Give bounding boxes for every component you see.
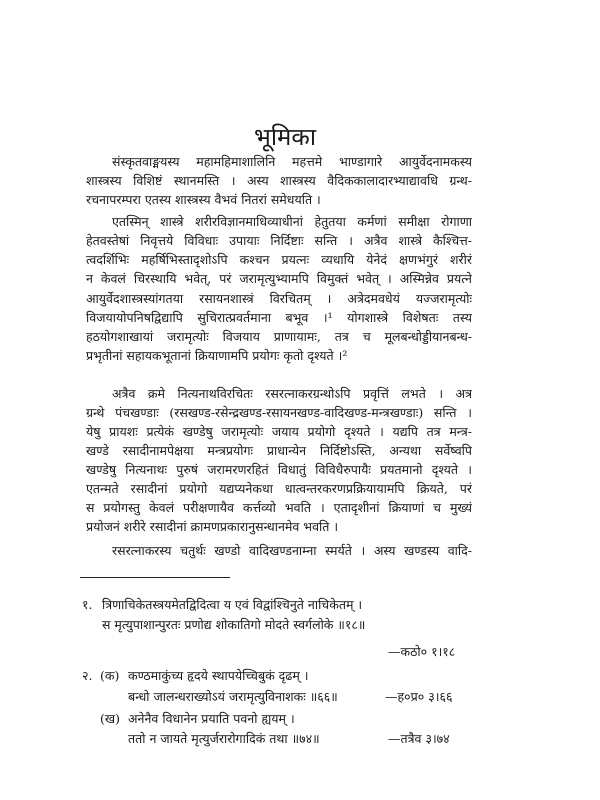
footnote-source: —तत्रैव ३।७४ xyxy=(388,731,450,746)
body-line: त्वदर्शिभिः महर्षिभिस्तादृशोऽपि कश्चन प्रयत्नः व्यधायि येनेदं क्षणभंगुरं शरीरं xyxy=(86,252,472,267)
body-line: येषु प्रायशः प्रत्येकं खण्डेषु जरामृत्योः जयाय प्रयोगो दृश्यते । यद्यपि तत्र मन्त्र- xyxy=(86,424,472,439)
body-line: स प्रयोगस्तु केवलं परीक्षणायैव कर्त्तव्यो भवति । एतादृशीनां क्रियाणां च मुख्यं xyxy=(86,500,472,515)
body-line: शास्त्रस्य विशिष्टं स्थानमस्ति । अस्य शास्त्रस्य वैदिककालादारभ्याद्यावधि ग्रन्थ- xyxy=(86,173,472,188)
body-line: खण्डेषु नित्यनाथः पुरुषं जरामरणरहितं विधातुं विविधैरुपायैः प्रयतमानो दृश्यते । xyxy=(86,462,472,477)
body-line: हेतवस्तेषां निवृत्तये विविधाः उपायाः निर्दिष्टाः सन्ति । अत्रैव शास्त्रे कैश्चित्त- xyxy=(86,233,472,248)
body-line: एतन्मते रसादीनां प्रयोगो यद्यप्यनेकधा धात्वन्तरकरणप्रक्रियायामपि क्रियते, परं xyxy=(86,481,472,496)
body-line: रचनापरम्परा एतस्य शास्त्रस्य वैभवं नितरां समेधयति । xyxy=(86,192,321,207)
footnote-number: २. xyxy=(82,668,93,683)
footnote-line: कण्ठमाकुंच्य हृदये स्थापयेच्चिबुकं दृढम् । xyxy=(128,668,309,683)
footnote-line: अनेनैव विधानेन प्रयाति पवनो ह्ययम् । xyxy=(128,711,295,726)
body-line: विजयायोपनिषद्विद्यापि सुचिरात्प्रवर्तमाना बभूव ।¹ योगशास्त्रे विशेषतः तस्य xyxy=(86,310,472,325)
footnote-source: —कठो० १।१८ xyxy=(388,644,456,659)
footnote-line: बन्धो जालन्धराख्योऽयं जरामृत्युविनाशकः ॥६६॥ xyxy=(128,689,338,704)
footnote-number: १. xyxy=(82,597,93,612)
body-line: खण्डे रसादीनामपेक्षया मन्त्रप्रयोगः प्राधान्येन निर्दिष्टोऽस्ति, अन्यथा सर्वेष्वपि xyxy=(86,443,472,458)
body-line: संस्कृतवाङ्मयस्य महामहिमाशालिनि महत्तमे भाण्डागारे आयुर्वेदनामकस्य xyxy=(112,154,472,169)
footnote-line: स मृत्युपाशान्पुरतः प्रणोद्य शोकातिगो मोदते स्वर्गलोके ॥१८॥ xyxy=(102,617,366,632)
footnote-line: ततो न जायते मृत्युर्जरारोगादिकं तथा ॥७४॥ xyxy=(128,731,320,746)
page-title: भूमिका xyxy=(253,123,317,151)
body-line: प्रभृतीनां सहायकभूतानां क्रियाणामपि प्रयोगः कृतो दृश्यते ।² xyxy=(86,348,348,363)
body-line: ग्रन्थे पंचखण्डाः (रसखण्ड-रसेन्द्रखण्ड-रसायनखण्ड-वादिखण्ड-मन्त्रखण्डाः) सन्ति । xyxy=(86,405,472,420)
body-line: न केवलं चिरस्थायि भवेत्, परं जरामृत्युभ्यामपि विमुक्तं भवेत् । अस्मिन्नेव प्रयत्ने xyxy=(86,271,472,286)
footnote-mark: (क) xyxy=(100,668,120,683)
body-line: एतस्मिन् शास्त्रे शरीरविज्ञानमाधिव्याधीनां हेतुतया कर्मणां समीक्षा रोगाणा xyxy=(112,214,472,229)
footnote-source: —ह०प्र० ३।६६ xyxy=(385,689,453,704)
footnote-divider xyxy=(80,577,230,578)
body-line: आयुर्वेदशास्त्रस्यांगतया रसायनशास्त्रं विरचितम् । अत्रेदमवधेयं यज्जरामृत्योः xyxy=(86,291,472,306)
footnote-mark: (ख) xyxy=(100,711,120,726)
body-line: अत्रैव क्रमे नित्यनाथविरचितः रसरत्नाकरग्रन्थोऽपि प्रवृत्तिं लभते । अत्र xyxy=(112,386,472,401)
footnote-line: त्रिणाचिकेतस्त्रयमेतद्विदित्वा य एवं विद्वांश्चिनुते नाचिकेतम् । xyxy=(102,597,363,612)
body-line: रसरत्नाकरस्य चतुर्थः खण्डो वादिखण्डनाम्ना स्मर्यते । अस्य खण्डस्य वादि- xyxy=(112,543,472,558)
body-line: हठयोगशाखायां जरामृत्योः विजयाय प्राणायामः, तत्र च मूलबन्धोड्डीयानबन्ध- xyxy=(86,329,472,344)
body-line: प्रयोजनं शरीरे रसादीनां क्रामणप्रकारानुसन्धानमेव भवति । xyxy=(86,519,339,534)
